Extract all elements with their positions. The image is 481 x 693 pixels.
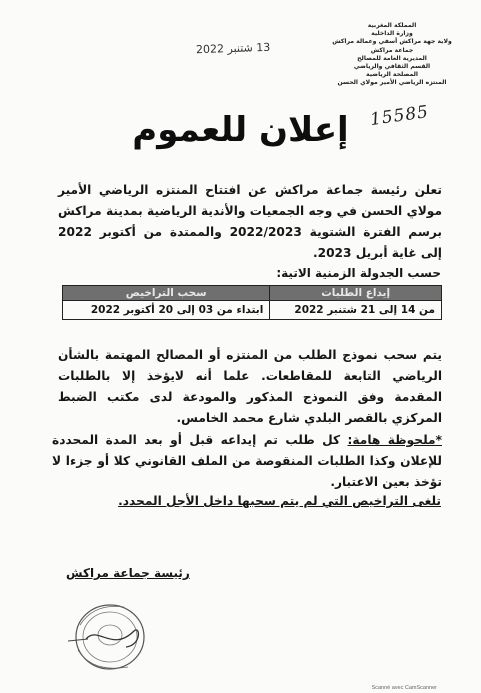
- letterhead-line: المديرية العامة للمصالح: [357, 54, 427, 62]
- column-header-submission: إيداع الطلبات: [270, 286, 442, 301]
- schedule-header-row: [63, 286, 442, 301]
- schedule-intro: حسب الجدولة الزمنية الاتية:: [276, 266, 441, 280]
- schedule-table: [62, 285, 442, 320]
- official-seal-stamp: [64, 595, 152, 675]
- intro-paragraph: تعلن رئيسة جماعة مراكش عن افتتاح المنتزه الرياضي الأمير مولاي الحسن في وجه الجمعيات والأندية الرياضية بمدينة مراكش برسم الفترة الشتوية 2022/2023 والممتدة من أكتوبر 2022 إلى غاية أبريل 2023.: [58, 183, 443, 260]
- instructions-paragraph: يتم سحب نموذج الطلب من المنتزه أو المصالح المهتمة بالشأن الرياضي التابعة للمقاطعات. علما أنه لايؤخذ إلا بالطلبات المقدمة وفق النموذج المذكور والمودعة لدى مكتب الضبط المركزي بالقصر البلدي شارع محمد الخامس.: [58, 348, 442, 425]
- note-paragraph: [52, 430, 442, 493]
- letterhead-line: ولاية جهة مراكش أسفي وعمالة مراكش: [332, 38, 452, 46]
- note-label: *ملحوظة هامة:: [347, 433, 442, 447]
- signature-label: رئيسة جماعة مراكش: [66, 566, 190, 580]
- page-title: إعلان للعموم: [132, 110, 349, 150]
- letterhead-line: وزارة الداخلية: [371, 30, 413, 38]
- letterhead-line: المنتزه الرياضي الأمير مولاي الحسن: [337, 79, 447, 87]
- letterhead-line: المصلحة الرياضية: [366, 71, 418, 79]
- table-row: [63, 301, 442, 320]
- letterhead-line: القسم الثقافي والرياضي: [353, 63, 431, 71]
- letterhead: [317, 22, 467, 88]
- note-text: كل طلب تم إيداعه قبل أو بعد المدة المحددة للإعلان وكذا الطلبات المنقوصة من الملف القانوني كلا أو جزءا لا تؤخذ بعين الاعتبار.: [52, 433, 442, 489]
- scanner-watermark: Scanné avec CamScanner: [371, 685, 437, 691]
- handwritten-date: 13 شتنبر 2022: [195, 40, 271, 57]
- handwritten-reference-number: 15585: [368, 101, 431, 131]
- letterhead-line: المملكة المغربية: [367, 22, 417, 29]
- closing-statement: تلغى التراخيص التي لم يتم سحبها داخل الأجل المحدد.: [118, 494, 441, 508]
- cell-withdrawal-period: ابتداء من 03 إلى 20 أكتوبر 2022: [63, 301, 270, 320]
- cell-submission-period: من 14 إلى 21 شتنبر 2022: [270, 301, 442, 320]
- letterhead-line: جماعة مراكش: [370, 46, 414, 54]
- column-header-withdrawal: سحب التراخيص: [63, 286, 270, 301]
